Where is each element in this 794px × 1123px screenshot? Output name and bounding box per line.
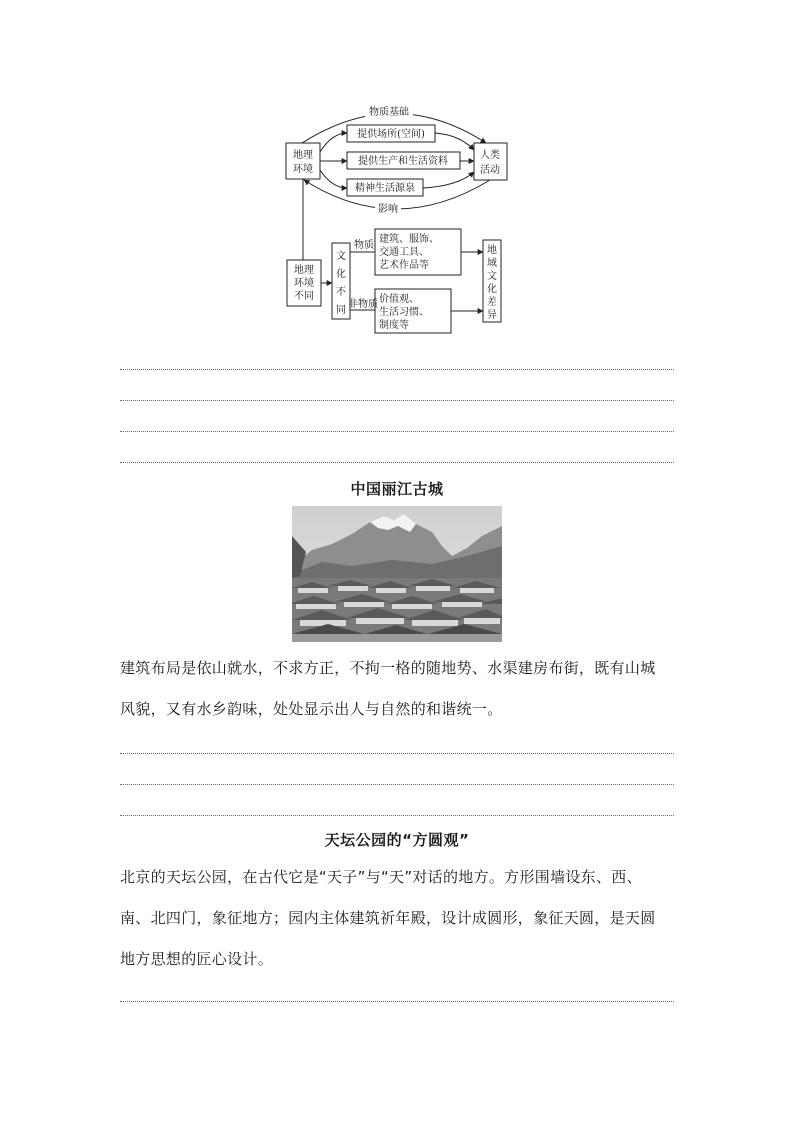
material-item-1: 建筑、服饰、 <box>379 234 439 245</box>
nonmaterial-item-1: 价值观、 <box>379 294 419 305</box>
culture-diff-char-4: 同 <box>336 305 346 316</box>
culture-diff-char-2: 化 <box>336 269 346 280</box>
tiantan-description <box>120 857 676 980</box>
human-activity-line-2: 活动 <box>480 165 500 176</box>
lijiang-text-line: 建筑布局是依山就水，不求方正，不拘一格的随地势、水渠建房布街，既有山城 <box>120 659 656 677</box>
tiantan-text-line: 南、北四门，象征地方；园内主体建筑祈年殿，设计成圆形，象征天圆，是天圆 <box>120 909 656 927</box>
note-line <box>120 753 674 754</box>
space-label: 提供场所(空间) <box>357 129 425 140</box>
note-line <box>120 400 674 401</box>
nonmaterial-item-2: 生活习惯、 <box>379 307 429 318</box>
geo-diff-line-2: 环境 <box>294 278 314 289</box>
lijiang-title: 中国丽江古城 <box>350 480 444 498</box>
arc-top-label: 物质基础 <box>369 107 409 118</box>
note-line <box>120 369 674 370</box>
note-line <box>120 1001 674 1002</box>
regional-diff-char-3: 文 <box>487 271 497 282</box>
note-line <box>120 815 674 816</box>
spirit-label: 精神生活源泉 <box>355 183 415 194</box>
culture-diff-char-3: 不 <box>336 287 346 298</box>
geo-diff-line-3: 不同 <box>294 291 314 302</box>
regional-diff-char-5: 差 <box>487 297 497 308</box>
note-line <box>120 431 674 432</box>
material-label: 物质 <box>354 240 374 251</box>
culture-diff-char-1: 文 <box>336 251 346 262</box>
resources-label: 提供生产和生活资料 <box>358 156 448 167</box>
regional-diff-char-4: 化 <box>487 284 497 295</box>
regional-diff-char-2: 域 <box>487 258 497 269</box>
note-line <box>120 784 674 785</box>
tiantan-text-line: 北京的天坛公园，在古代它是“天子”与“天”对话的地方。方形围墙设东、西、 <box>120 868 642 886</box>
lijiang-text-line: 风貌，又有水乡韵味，处处显示出人与自然的和谐统一。 <box>120 700 503 718</box>
nonmaterial-item-3: 制度等 <box>379 320 409 331</box>
nonmaterial-label: 非物质 <box>348 299 378 310</box>
lijiang-old-town-photo <box>292 506 502 642</box>
geography-culture-diagram <box>280 100 520 340</box>
tiantan-title: 天坛公园的“方圆观” <box>324 831 470 849</box>
material-item-3: 艺术作品等 <box>379 260 429 271</box>
human-activity-line-1: 人类 <box>480 150 500 161</box>
regional-diff-char-6: 异 <box>487 310 497 321</box>
geo-diff-line-1: 地理 <box>294 265 314 276</box>
regional-diff-char-1: 地 <box>487 245 497 256</box>
lijiang-description <box>120 648 676 730</box>
tiantan-text-line: 地方思想的匠心设计。 <box>120 950 274 968</box>
note-line <box>120 462 674 463</box>
geo-env-line-1: 地理 <box>293 150 313 161</box>
arc-bottom-label: 影响 <box>378 204 398 215</box>
material-item-2: 交通工具、 <box>379 247 429 258</box>
geo-env-line-2: 环境 <box>293 164 313 175</box>
